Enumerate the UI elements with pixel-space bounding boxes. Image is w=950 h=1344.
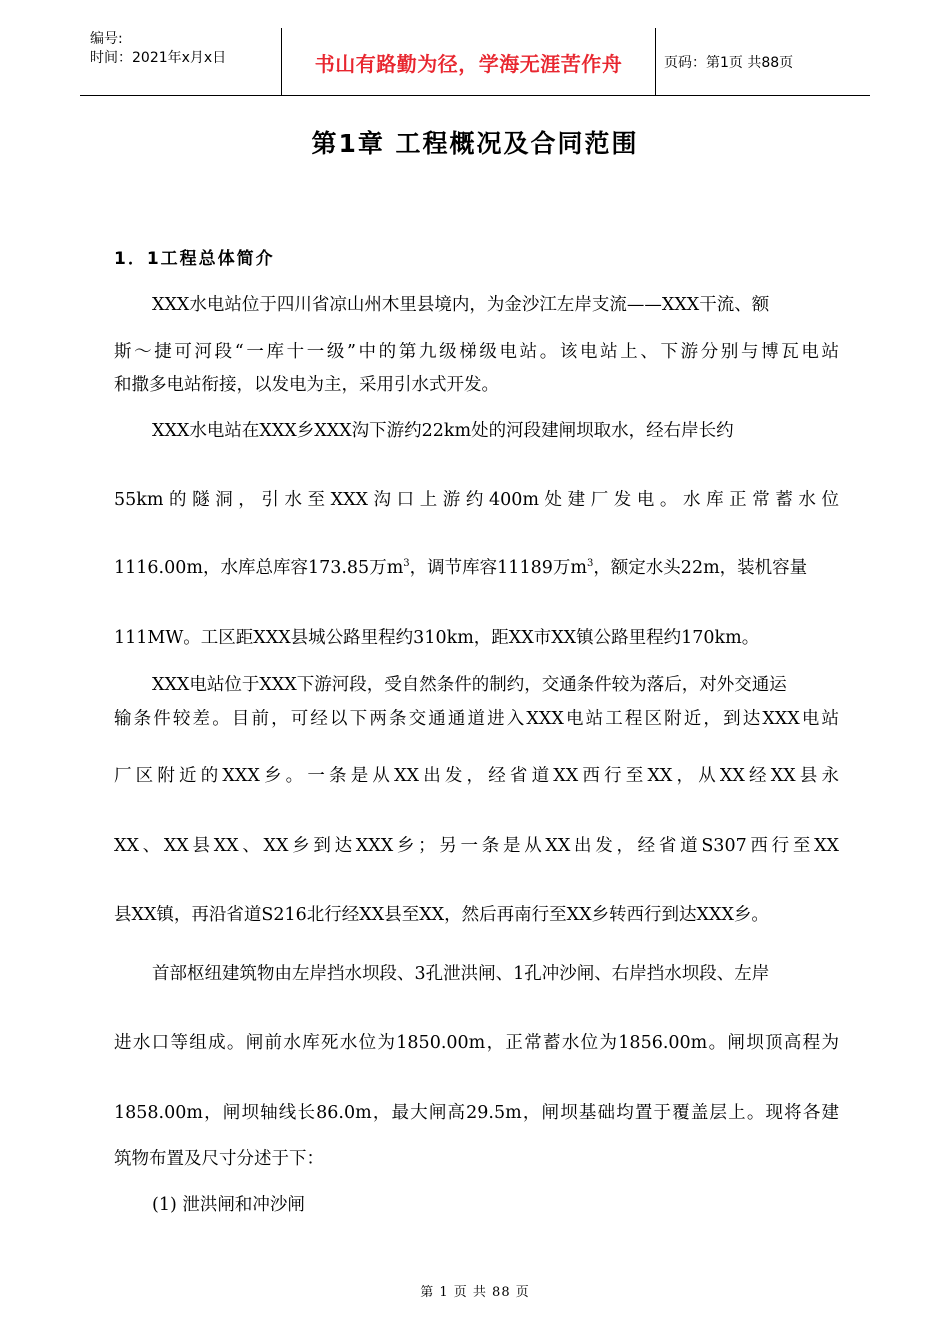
header-divider bbox=[281, 28, 282, 95]
page-header bbox=[80, 28, 870, 96]
header-page-info: 页码：第1页 共88页 bbox=[664, 55, 794, 71]
paragraph-line: XXX电站位于XXX下游河段，受自然条件的制约，交通条件较为落后，对外交通运 bbox=[152, 675, 787, 695]
header-meta bbox=[90, 30, 226, 68]
paragraph-line: 和撒多电站衔接，以发电为主，采用引水式开发。 bbox=[114, 375, 499, 395]
paragraph-line: 厂区附近的XXX乡。一条是从XX出发，经省道XX西行至XX，从XX经XX县永 bbox=[114, 766, 839, 786]
section-heading: 1．1工程总体简介 bbox=[114, 249, 275, 269]
paragraph-line: 1116.00m，水库总库容173.85万$m^3$，调节库容11189万$m^3$，额定水头22m，装机容量 bbox=[114, 558, 808, 578]
paragraph-line: 111MW。工区距XXX县城公路里程约310km，距XX市XX镇公路里程约170km。 bbox=[114, 628, 760, 648]
paragraph-line: 进水口等组成。闸前水库死水位为1850.00m，正常蓄水位为1856.00m。闸坝顶高程为 bbox=[114, 1033, 839, 1053]
superscript: 3 bbox=[586, 558, 594, 570]
paragraph-line: 输条件较差。目前，可经以下两条交通通道进入XXX电站工程区附近，到达XXX电站 bbox=[114, 709, 839, 729]
paragraph-line: XXX水电站位于四川省凉山州木里县境内，为金沙江左岸支流——XXX干流、额 bbox=[152, 295, 770, 315]
paragraph-line: 55km的隧洞，引水至XXX沟口上游约400m处建厂发电。水库正常蓄水位 bbox=[114, 490, 839, 510]
header-divider bbox=[655, 28, 656, 95]
superscript: 3 bbox=[403, 558, 410, 570]
document-number-label: 编号: bbox=[90, 31, 123, 47]
paragraph-line: XXX水电站在XXX乡XXX沟下游约22km处的河段建闸坝取水，经右岸长约 bbox=[152, 421, 734, 441]
paragraph-line: 斯～捷可河段“一库十一级”中的第九级梯级电站。该电站上、下游分别与博瓦电站 bbox=[114, 342, 839, 362]
header-motto: 书山有路勤为径，学海无涯苦作舟 bbox=[314, 52, 623, 76]
paragraph-line: 筑物布置及尺寸分述于下： bbox=[114, 1149, 324, 1169]
list-item-heading: (1) 泄洪闸和冲沙闸 bbox=[152, 1195, 305, 1215]
paragraph-line: XX、XX县XX、XX乡到达XXX乡；另一条是从XX出发，经省道S307西行至XX bbox=[114, 836, 839, 856]
chapter-title: 第1章 工程概况及合同范围 bbox=[311, 129, 639, 158]
document-time-label: 时间：2021年x月x日 bbox=[90, 50, 227, 66]
paragraph-line: 县XX镇，再沿省道S216北行经XX县至XX，然后再南行至XX乡转西行到达XXX乡。 bbox=[114, 905, 769, 925]
paragraph-line: 1858.00m，闸坝轴线长86.0m，最大闸高29.5m，闸坝基础均置于覆盖层上。现将各建 bbox=[114, 1103, 839, 1123]
paragraph-line: 首部枢纽建筑物由左岸挡水坝段、3孔泄洪闸、1孔冲沙闸、右岸挡水坝段、左岸 bbox=[152, 964, 770, 984]
page-footer: 第 1 页 共 88 页 bbox=[420, 1285, 530, 1300]
